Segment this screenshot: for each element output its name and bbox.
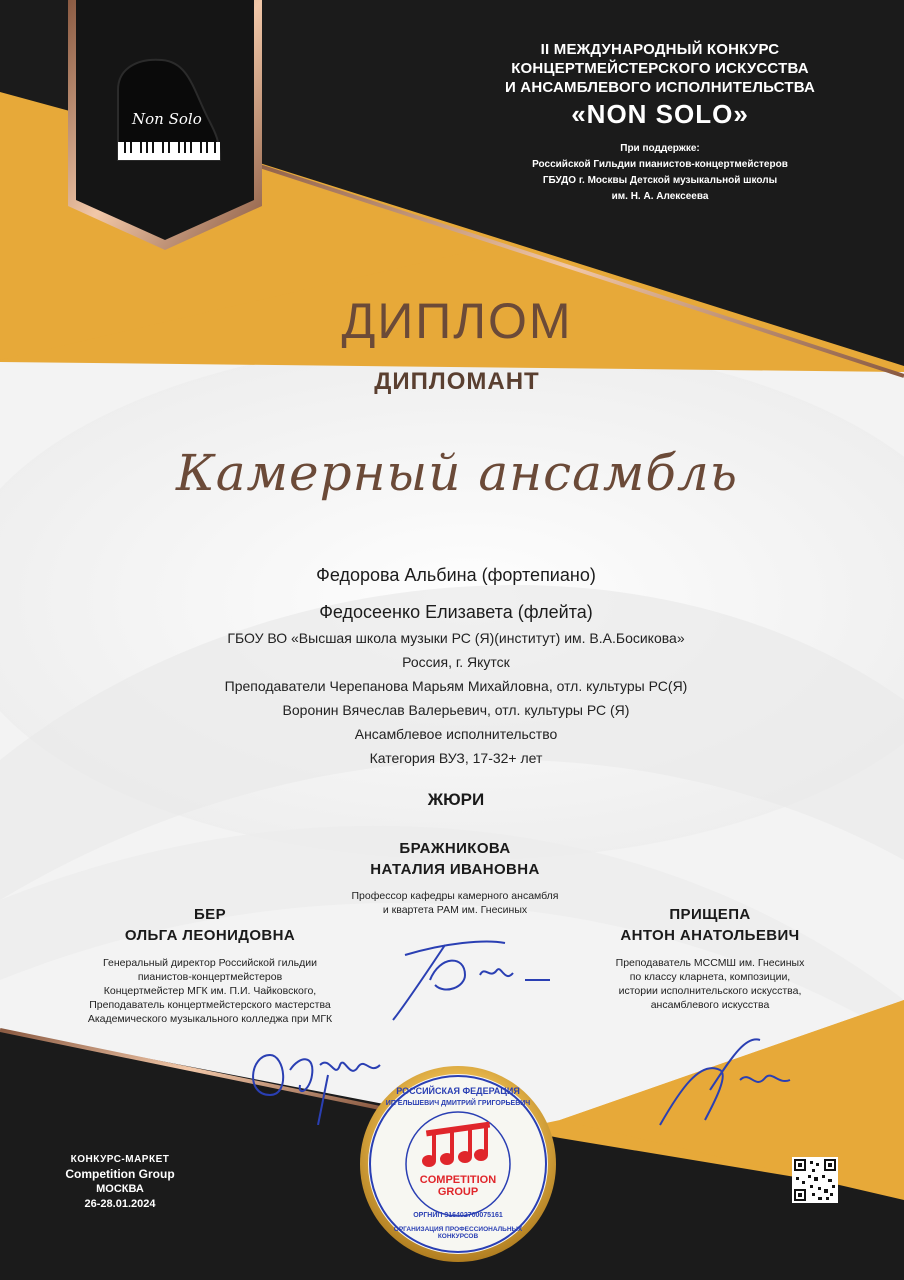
stamp-ring-mid: ИП ЕЛЬШЕВИЧ ДМИТРИЙ ГРИГОРЬЕВИЧ (385, 1100, 531, 1107)
nomination: Камерный ансамбль (176, 444, 738, 502)
stamp-center-line: COMPETITION (419, 1174, 497, 1186)
qr-code-icon (792, 1157, 838, 1203)
jury-name: ОЛЬГА ЛЕОНИДОВНА (124, 927, 296, 944)
jury-name: БРАЖНИКОВА (399, 840, 511, 857)
jury-member-right (560, 904, 860, 1012)
jury-desc: Профессор кафедры камерного ансамбля (351, 890, 559, 902)
jury-name: АНТОН АНАТОЛЬЕВИЧ (620, 927, 800, 944)
footer-info (40, 1152, 200, 1212)
detail-line: ГБОУ ВО «Высшая школа музыки РС (Я)(институт) им. В.А.Босикова» (227, 630, 685, 646)
jury-desc: Концертмейстер МГК им. П.И. Чайковского, (103, 985, 317, 997)
jury-desc: ансамблевого искусства (650, 999, 770, 1011)
header-title-line: КОНЦЕРТМЕЙСТЕРСКОГО ИСКУССТВА (511, 60, 809, 77)
footer-line: КОНКУРС-МАРКЕТ (70, 1154, 170, 1165)
jury-desc: и квартета РАМ им. Гнесиных (382, 904, 528, 916)
jury-heading: ЖЮРИ (427, 790, 485, 809)
participant-name: Федорова Альбина (фортепиано) (316, 565, 596, 585)
logo (100, 50, 230, 170)
jury-desc: Преподаватель МССМШ им. Гнесиных (615, 957, 805, 969)
detail-line: Ансамблевое исполнительство (354, 726, 558, 742)
stamp-ring-outer-bottom: ОРГАНИЗАЦИЯ ПРОФЕССИОНАЛЬНЫХ КОНКУРСОВ (393, 1226, 523, 1240)
footer-line: МОСКВА (96, 1183, 144, 1195)
logo-text: Non Solo (132, 110, 202, 128)
detail-line: Россия, г. Якутск (402, 654, 510, 670)
jury-desc: Преподаватель концертмейстерского мастерства (89, 999, 331, 1011)
signature-prishchepa (650, 1030, 800, 1130)
diploma-rank: ДИПЛОМАНТ (374, 368, 540, 395)
footer-line: 26-28.01.2024 (84, 1198, 156, 1210)
details (0, 626, 904, 770)
participants (0, 563, 904, 624)
jury-name: НАТАЛИЯ ИВАНОВНА (370, 861, 540, 878)
footer-line: Competition Group (65, 1167, 175, 1181)
support-line: Российской Гильдии пианистов-концертмейстеров (532, 159, 788, 170)
detail-line: Преподаватели Черепанова Марьям Михайловна, отл. культуры РС(Я) (224, 678, 688, 694)
header (470, 40, 850, 205)
header-title-line: II МЕЖДУНАРОДНЫЙ КОНКУРС (540, 41, 780, 58)
jury-desc: истории исполнительского искусства, (618, 985, 802, 997)
jury-desc: Академического музыкального колледжа при МГК (87, 1013, 333, 1025)
jury-desc: Генеральный директор Российской гильдии (103, 957, 317, 969)
detail-line: Воронин Вячеслав Валерьевич, отл. культуры РС (Я) (282, 702, 630, 718)
support-line: им. Н. А. Алексеева (611, 191, 709, 202)
jury-name: ПРИЩЕПА (669, 906, 751, 923)
jury-desc: пианистов-концертмейстеров (137, 971, 283, 983)
stamp-center-text (398, 1174, 518, 1198)
stamp-center-line: GROUP (437, 1186, 479, 1198)
participant-name: Федосеенко Елизавета (флейта) (319, 602, 593, 622)
competition-name: «NON SOLO» (571, 99, 749, 129)
jury-member-left (60, 904, 360, 1026)
signature-brazhnikova (385, 925, 555, 1025)
jury-desc: по классу кларнета, композиции, (629, 971, 791, 983)
support-line: При поддержке: (620, 143, 700, 154)
support-line: ГБУДО г. Москвы Детской музыкальной школы (542, 175, 778, 186)
jury-name: БЕР (194, 906, 226, 923)
detail-line: Категория ВУЗ, 17-32+ лет (369, 750, 543, 766)
stamp-ring-bottom: ОРГНИП 316402700075161 (413, 1212, 503, 1219)
header-title-line: И АНСАМБЛЕВОГО ИСПОЛНИТЕЛЬСТВА (504, 79, 816, 96)
stamp-ring-top: РОССИЙСКАЯ ФЕДЕРАЦИЯ (396, 1086, 520, 1096)
organization-stamp (358, 1064, 558, 1264)
diploma-title: ДИПЛОМ (341, 293, 573, 349)
